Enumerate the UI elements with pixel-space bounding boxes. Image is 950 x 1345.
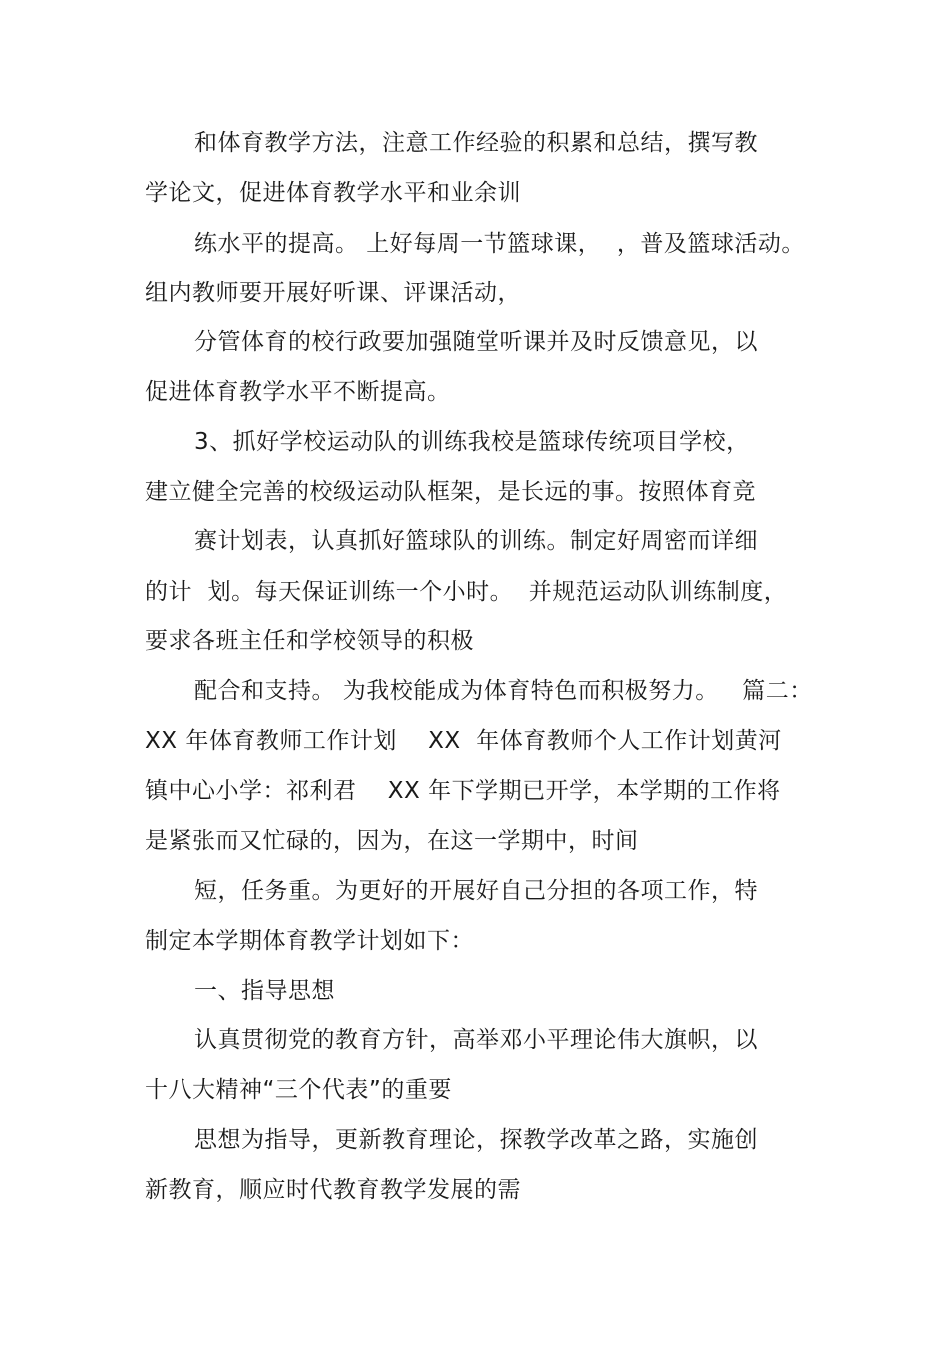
text-line: 和体育教学方法，注意工作经验的积累和总结，撰写教 (194, 130, 758, 156)
text-line: 学论文，促进体育教学水平和业余训 (145, 180, 521, 206)
text-line: XX 年体育教师工作计划 XX 年体育教师个人工作计划黄河 (145, 728, 782, 754)
text-line: 十八大精神“三个代表”的重要 (145, 1077, 452, 1103)
text-line: 短，任务重。为更好的开展好自己分担的各项工作，特 (194, 878, 758, 904)
text-line: 配合和支持。 为我校能成为体育特色而积极努力。 篇二： (194, 678, 813, 704)
text-line: 建立健全完善的校级运动队框架，是长远的事。按照体育竞 (145, 479, 756, 505)
text-line: 分管体育的校行政要加强随堂听课并及时反馈意见，以 (194, 329, 758, 355)
text-line: 促进体育教学水平不断提高。 (145, 379, 451, 405)
text-line: 新教育，顺应时代教育教学发展的需 (145, 1177, 521, 1203)
text-line: 要求各班主任和学校领导的积极 (145, 628, 474, 654)
text-line: 练水平的提高。 上好每周一节篮球课， ，普及篮球活动。 (194, 231, 805, 257)
text-line: 认真贯彻党的教育方针，高举邓小平理论伟大旗帜，以 (194, 1027, 758, 1053)
text-line: 思想为指导，更新教育理论，探教学改革之路，实施创 (194, 1127, 758, 1153)
section-heading: 一、指导思想 (194, 978, 335, 1004)
text-line: 赛计划表，认真抓好篮球队的训练。制定好周密而详细 (194, 528, 758, 554)
text-line: 镇中心小学：祁利君 XX 年下学期已开学，本学期的工作将 (145, 778, 781, 804)
text-line: 的计 划。每天保证训练一个小时。 并规范运动队训练制度， (145, 579, 788, 605)
text-line: 3、抓好学校运动队的训练我校是篮球传统项目学校， (194, 429, 750, 455)
text-line: 是紧张而又忙碌的，因为，在这一学期中，时间 (145, 828, 639, 854)
text-line: 制定本学期体育教学计划如下： (145, 928, 474, 954)
text-line: 组内教师要开展好听课、评课活动， (145, 280, 521, 306)
